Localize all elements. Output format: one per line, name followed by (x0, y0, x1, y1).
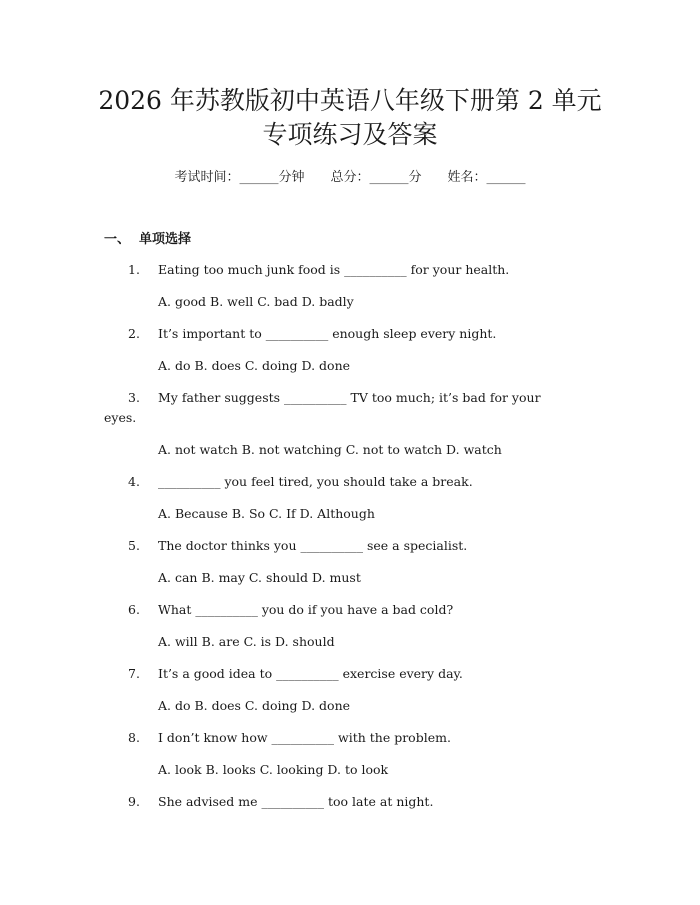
question-text: __________ you feel tired, you should take a break. (158, 474, 473, 489)
question-text: Eating too much junk food is __________ for your health. (158, 262, 510, 277)
question-number: 8. (128, 730, 140, 745)
question-number: 7. (128, 666, 140, 681)
question-number: 2. (128, 326, 140, 341)
question-options: A. will B. are C. is D. should (158, 634, 335, 649)
section-heading: 一、 单项选择 (104, 232, 192, 247)
question-options: A. good B. well C. bad D. badly (158, 294, 354, 309)
question-options: A. not watch B. not watching C. not to watch D. watch (158, 442, 502, 457)
question-text: What __________ you do if you have a bad cold? (158, 602, 454, 617)
question-number: 1. (128, 262, 140, 277)
question-options: A. do B. does C. doing D. done (158, 698, 351, 713)
question-text: The doctor thinks you __________ see a specialist. (158, 538, 468, 553)
question-text: It’s a good idea to __________ exercise every day. (158, 666, 463, 681)
question-number: 4. (128, 474, 140, 489)
question-options: A. can B. may C. should D. must (158, 570, 361, 585)
exam-meta (0, 168, 700, 188)
question-text: She advised me __________ too late at night. (158, 794, 434, 809)
question-text: It’s important to __________ enough sleep every night. (158, 326, 497, 341)
question-text: My father suggests __________ TV too much; it’s bad for your (158, 390, 541, 405)
document-title-line-1: 2026 年苏教版初中英语八年级下册第 2 单元 (98, 86, 602, 115)
question-text-continued: eyes. (104, 410, 137, 425)
exam-score: 总分：______分 (330, 170, 422, 185)
question-options: A. look B. looks C. looking D. to look (158, 762, 389, 777)
question-number: 9. (128, 794, 140, 809)
question-options: A. do B. does C. doing D. done (158, 358, 351, 373)
exam-name: 姓名：______ (447, 170, 526, 185)
question-number: 6. (128, 602, 140, 617)
question-number: 5. (128, 538, 140, 553)
exam-time: 考试时间：______分钟 (174, 170, 305, 185)
document-title-line-2: 专项练习及答案 (262, 120, 438, 149)
question-text: I don’t know how __________ with the problem. (158, 730, 451, 745)
question-options: A. Because B. So C. If D. Although (158, 506, 375, 521)
question-number: 3. (128, 390, 140, 405)
